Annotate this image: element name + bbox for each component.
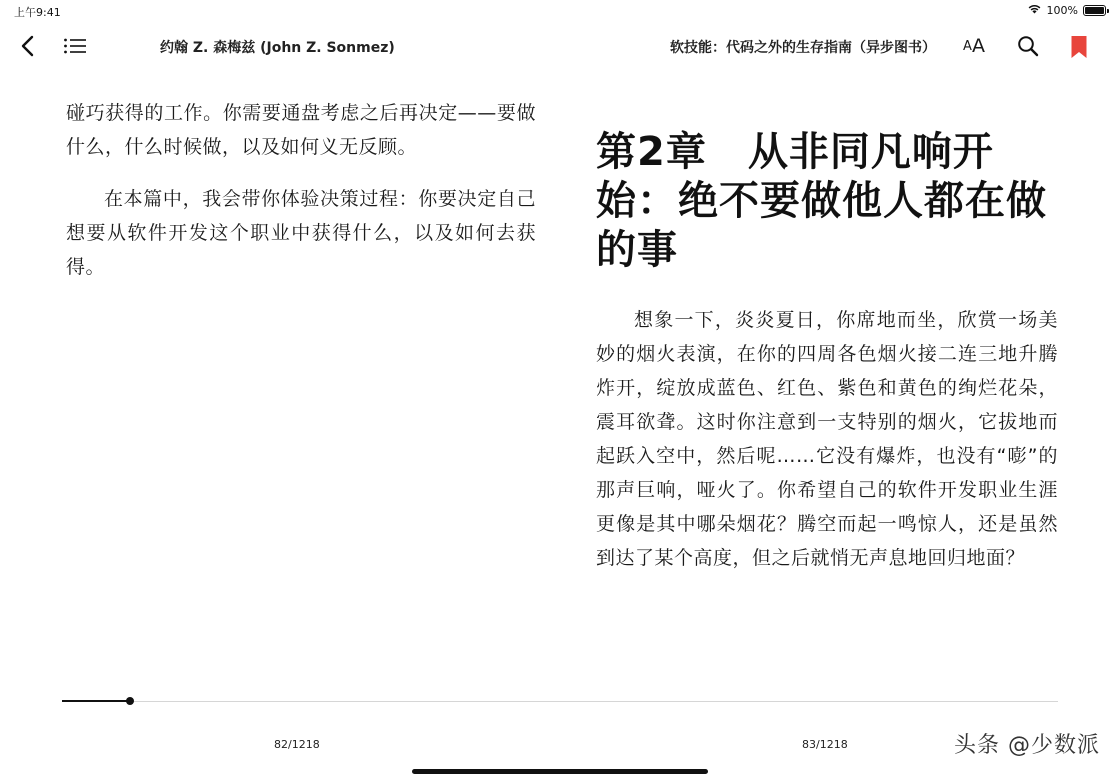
progress-knob[interactable] bbox=[126, 697, 134, 705]
book-title: 软技能：代码之外的生存指南（异步图书） bbox=[670, 40, 936, 56]
reader-toolbar bbox=[0, 22, 1120, 72]
search-icon[interactable] bbox=[1014, 32, 1042, 60]
status-time: 上午9:41 bbox=[14, 6, 61, 19]
battery-icon bbox=[1083, 5, 1106, 16]
wifi-icon bbox=[1027, 3, 1042, 17]
bookmark-icon[interactable] bbox=[1066, 32, 1092, 62]
font-big-glyph: A bbox=[971, 35, 985, 57]
author-name: 约翰 Z. 森梅兹 (John Z. Sonmez) bbox=[160, 40, 395, 56]
status-bar bbox=[0, 0, 1120, 22]
home-indicator[interactable] bbox=[412, 769, 708, 774]
left-paragraph-2: 在本篇中，我会带你体验决策过程：你要决定自己想要从软件开发这个职业中获得什么，以及如何去获得。 bbox=[66, 188, 536, 278]
left-page-number: 82/1218 bbox=[274, 738, 320, 751]
chapter-title: 第2章 从非同凡响开始：绝不要做他人都在做的事 bbox=[596, 129, 1047, 273]
status-indicators bbox=[1027, 3, 1106, 17]
battery-percent: 100% bbox=[1046, 3, 1078, 17]
list-icon[interactable] bbox=[60, 32, 90, 60]
battery-level bbox=[1085, 7, 1104, 14]
left-paragraph-1: 碰巧获得的工作。你需要通盘考虑之后再决定——要做什么，什么时候做，以及如何义无反顾。 bbox=[66, 102, 536, 158]
watermark: 头条 @少数派 bbox=[954, 733, 1100, 758]
right-paragraph-1: 想象一下，炎炎夏日，你席地而坐，欣赏一场美妙的烟火表演，在你的四周各色烟火接二连三地升腾炸开，绽放成蓝色、红色、紫色和黄色的绚烂花朵，震耳欲聋。这时你注意到一支特别的烟火，它拔地而起跃入空中，然后呢……它没有爆炸，也没有“嘭”的那声巨响，哑火了。你希望自己的软件开发职业生涯更像是其中哪朵烟花？腾空而起一鸣惊人，还是虽然到达了某个高度，但之后就悄无声息地回归地面？ bbox=[596, 309, 1058, 569]
left-page[interactable] bbox=[66, 96, 536, 284]
right-page-number: 83/1218 bbox=[802, 738, 848, 751]
font-small-glyph: A bbox=[963, 38, 972, 54]
progress-fill bbox=[62, 700, 130, 702]
right-page[interactable] bbox=[596, 128, 1058, 575]
reading-progress-slider[interactable] bbox=[62, 701, 1058, 702]
chevron-left-icon[interactable] bbox=[14, 32, 42, 60]
font-size-icon[interactable] bbox=[958, 32, 990, 60]
